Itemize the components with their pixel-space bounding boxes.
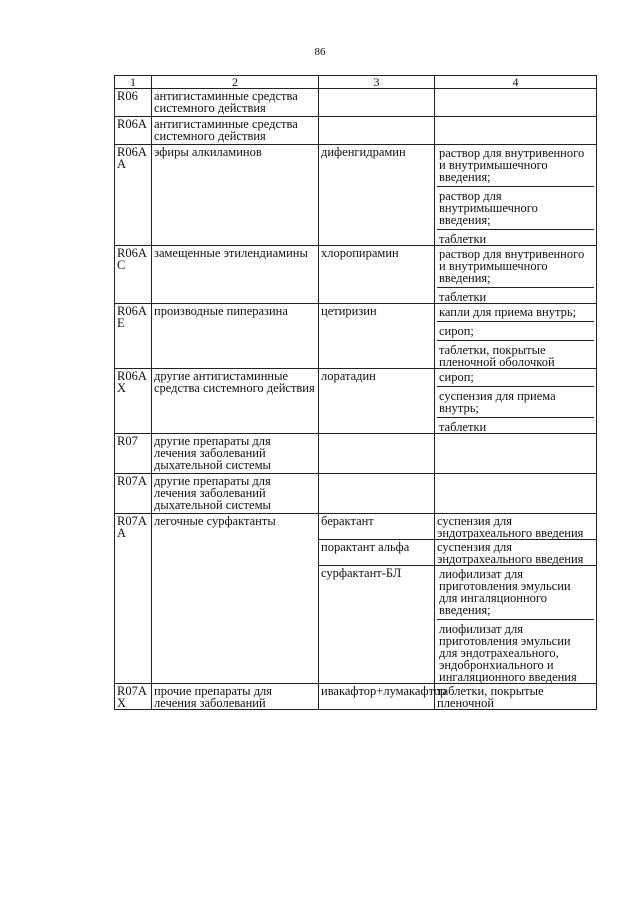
dosage-form (435, 474, 597, 514)
substance: дифенгидрамин (319, 145, 435, 246)
substance: хлоропирамин (319, 246, 435, 304)
drug-group: прочие препараты для лечения заболеваний (152, 684, 319, 710)
drug-group: другие препараты для лечения заболеваний дыхательной системы (152, 434, 319, 474)
atc-code: R06A (115, 117, 152, 145)
dosage-forms (435, 145, 597, 246)
table-row (115, 434, 597, 474)
atc-code: R07A A (115, 514, 152, 684)
atc-code: R07A (115, 474, 152, 514)
dosage-form: таблетки, покрытые пленочной (435, 684, 597, 710)
dosage-forms (435, 369, 597, 434)
table-row (115, 246, 597, 304)
drug-group: другие антигистаминные средства системного действия (152, 369, 319, 434)
drug-group: легочные сурфактанты (152, 514, 319, 684)
table-row (115, 514, 597, 540)
dosage-form: таблетки (437, 287, 594, 303)
substance (319, 117, 435, 145)
substance: цетиризин (319, 304, 435, 369)
page-number: 86 (314, 46, 326, 58)
atc-code: R06A E (115, 304, 152, 369)
dosage-form: суспензия для эндотрахеального введения (435, 540, 597, 566)
table-row (115, 117, 597, 145)
dosage-form: раствор для внутривенного и внутримышечного введения; (439, 146, 585, 184)
drug-table (114, 75, 597, 710)
table-row (115, 145, 597, 246)
table-row (115, 369, 597, 434)
dosage-form (435, 89, 597, 117)
drug-group: антигистаминные средства системного действия (152, 117, 319, 145)
dosage-forms (435, 304, 597, 369)
table-row (115, 304, 597, 369)
substance (319, 89, 435, 117)
table-row (115, 89, 597, 117)
column-header: 3 (319, 76, 435, 89)
drug-group: замещенные этилендиамины (152, 246, 319, 304)
column-header: 2 (152, 76, 319, 89)
dosage-form: раствор для внутримышечного введения; (437, 186, 594, 226)
column-header: 1 (115, 76, 152, 89)
atc-code: R06A X (115, 369, 152, 434)
dosage-form: таблетки, покрытые пленочной оболочкой (437, 340, 594, 368)
dosage-form: суспензия для эндотрахеального введения (435, 514, 597, 540)
dosage-form: сироп; (437, 321, 594, 337)
dosage-form: таблетки (437, 229, 594, 245)
drug-group: другие препараты для лечения заболеваний дыхательной системы (152, 474, 319, 514)
column-header: 4 (435, 76, 597, 89)
dosage-form: сироп; (439, 370, 474, 384)
substance: сурфактант-БЛ (319, 566, 435, 684)
substance: лоратадин (319, 369, 435, 434)
drug-group: антигистаминные средства системного действия (152, 89, 319, 117)
dosage-form: суспензия для приема внутрь; (437, 386, 594, 414)
atc-code: R07A X (115, 684, 152, 710)
substance (319, 474, 435, 514)
drug-group: эфиры алкиламинов (152, 145, 319, 246)
atc-code: R06A C (115, 246, 152, 304)
dosage-form (435, 434, 597, 474)
dosage-form: лиофилизат для приготовления эмульсии для эндотрахеального, эндобронхиального и ингаляционного введения (437, 619, 594, 683)
dosage-form: раствор для внутривенного и внутримышечного введения; (439, 247, 585, 285)
dosage-forms (435, 246, 597, 304)
drug-group: производные пиперазина (152, 304, 319, 369)
atc-code: R06A A (115, 145, 152, 246)
atc-code: R07 (115, 434, 152, 474)
dosage-form: капли для приема внутрь; (439, 305, 577, 319)
table-header-row (115, 76, 597, 89)
table-row (115, 474, 597, 514)
dosage-form: лиофилизат для приготовления эмульсии для ингаляционного введения; (439, 567, 571, 617)
substance: берактант (319, 514, 435, 540)
dosage-forms (435, 566, 597, 684)
dosage-form: таблетки (437, 417, 594, 433)
atc-code: R06 (115, 89, 152, 117)
dosage-form (435, 117, 597, 145)
substance (319, 434, 435, 474)
table-row (115, 684, 597, 710)
substance: порактант альфа (319, 540, 435, 566)
substance: ивакафтор+лумакафтор (319, 684, 435, 710)
